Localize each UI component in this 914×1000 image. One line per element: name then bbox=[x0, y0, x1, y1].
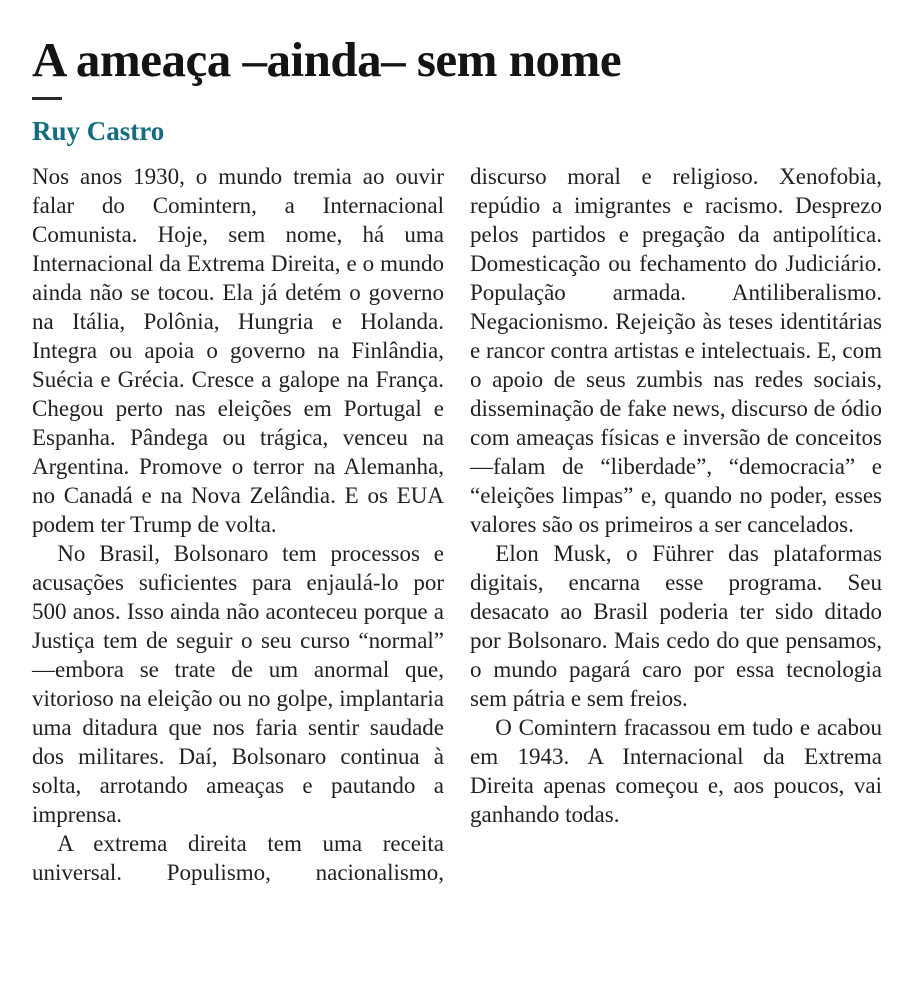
byline-author: Ruy Castro bbox=[32, 116, 165, 147]
article-paragraph: O Comintern fracassou em tudo e acabou em 1943. A Internacional da Extrema Direita apenas começou e, aos poucos, vai ganhando todas. bbox=[470, 714, 882, 827]
article-paragraph: No Brasil, Bolsonaro tem processos e acusações suficientes para enjaulá-lo por 500 anos. Isso ainda não aconteceu porque a Justiça tem de seguir o seu curso “normal” —embora se trate de um anormal que, vitorioso na eleição ou no golpe, implantaria uma ditadura que nos faria sentir saudade dos militares. Daí, Bolsonaro continua à solta, arrotando ameaças e pautando a imprensa. bbox=[32, 541, 444, 827]
article-body bbox=[32, 163, 882, 887]
article-paragraph: Elon Musk, o Führer das plataformas digitais, encarna esse programa. Seu desacato ao Brasil poderia ter sido ditado por Bolsonaro. Mais cedo do que pensamos, o mundo pagará caro por essa tecnologia sem pátria e sem freios. bbox=[470, 541, 882, 711]
article-paragraph: Nos anos 1930, o mundo tremia ao ouvir falar do Comintern, a Internacional Comunista. Hoje, sem nome, há uma Internacional da Extrema Direita, e o mundo ainda não se tocou. Ela já detém o governo na Itália, Polônia, Hungria e Holanda. Integra ou apoia o governo na Finlândia, Suécia e Grécia. Cresce a galope na França. Chegou perto nas eleições em Portugal e Espanha. Pândega ou trágica, venceu na Argentina. Promove o terror na Alemanha, no Canadá e na Nova Zelândia. E os EUA podem ter Trump de volta. bbox=[32, 164, 444, 538]
article-paragraph: A extrema direita tem uma receita universal. Populismo, nacionalismo, discurso moral e religioso. Xenofobia, repúdio a imigrantes e racismo. Desprezo pelos partidos e pregação da antipolítica. Domesticação ou fechamento do Judiciário. População armada. Antiliberalismo. Negacionismo. Rejeição às teses identitárias e rancor contra artistas e intelectuais. E, com o apoio de seus zumbis nas redes sociais, disseminação de fake news, discurso de ódio com ameaças físicas e inversão de conceitos —falam de “liberdade”, “democracia” e “eleições limpas” e, quando no poder, esses valores são os primeiros a ser cancelados. bbox=[32, 164, 882, 885]
headline-rule bbox=[32, 97, 62, 100]
headline: A ameaça –ainda– sem nome bbox=[32, 32, 622, 87]
